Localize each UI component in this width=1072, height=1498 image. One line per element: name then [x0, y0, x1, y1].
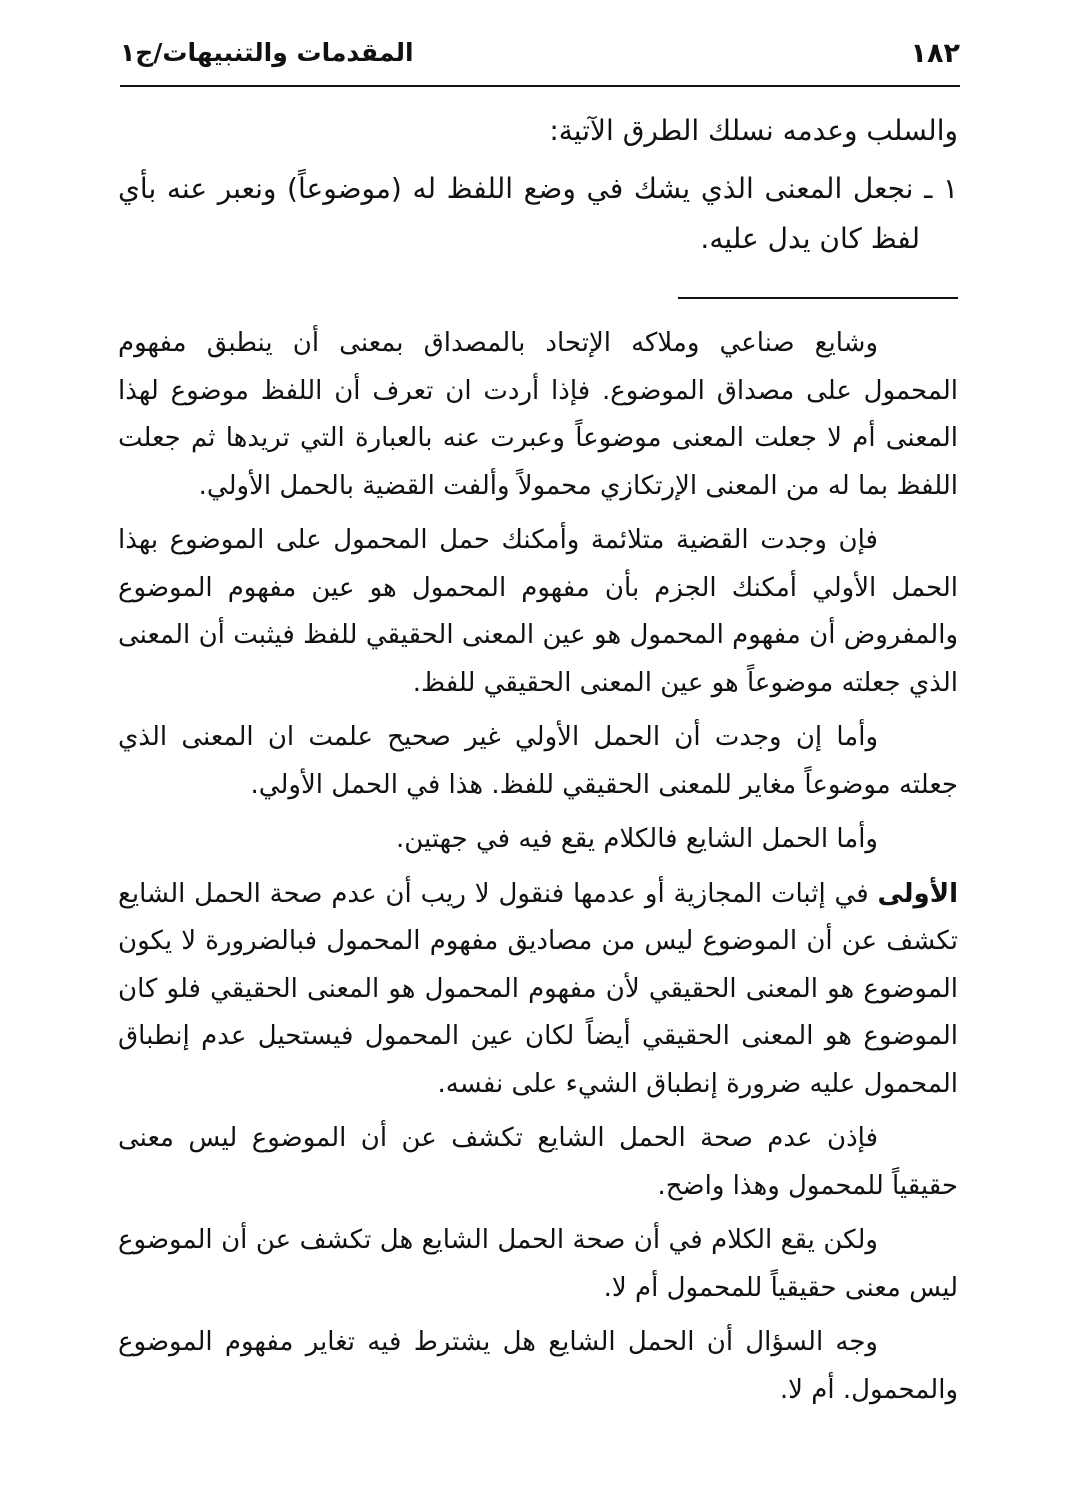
footnote-paragraph-6: فإذن عدم صحة الحمل الشايع تكشف عن أن الموضوع ليس معنى حقيقياً للمحمول وهذا واضح.: [118, 1123, 958, 1201]
page-number: ١٨٢: [910, 38, 960, 69]
main-text: [118, 106, 958, 272]
list-item-1: ١ ـ نجعل المعنى الذي يشك في وضع اللفظ له (موضوعاً) ونعبر عنه بأي لفظ كان يدل عليه.: [118, 172, 958, 255]
paragraph-body: في إثبات المجازية أو عدمها فنقول لا ريب أن عدم صحة الحمل الشايع تكشف عن أن الموضوع ليس من مصاديق مفهوم المحمول فبالضرورة لا يكون الموضوع هو المعنى الحقيقي لأن مفهوم المحمول هو المعنى الحقيقي فلو كان الموضوع هو المعنى الحقيقي أيضاً لكان عين المحمول فيستحيل عدم إنطباق المحمول عليه ضرورة إنطباق الشيء على نفسه.: [118, 878, 958, 1099]
footnote-paragraph-1: وشايع صناعي وملاكه الإتحاد بالمصداق بمعنى أن ينطبق مفهوم المحمول على مصداق الموضوع. فإذا أردت ان تعرف أن اللفظ موضوع لهذا المعنى أم لا جعلت المعنى موضوعاً وعبرت عنه بالعبارة التي تريدها ثم جعلت اللفظ بما له من المعنى الإرتكازي محمولاً وألفت القضية بالحمل الأولي.: [118, 328, 958, 501]
footnote-paragraph-5: [118, 871, 958, 1109]
footnote-divider: [678, 297, 958, 299]
footnote-paragraph-7: ولكن يقع الكلام في أن صحة الحمل الشايع هل تكشف عن أن الموضوع ليس معنى حقيقياً للمحمول أم لا.: [118, 1225, 958, 1303]
footnote-paragraph-8: وجه السؤال أن الحمل الشايع هل يشترط فيه تغاير مفهوم الموضوع والمحمول. أم لا.: [118, 1327, 958, 1405]
footnote-block: [118, 320, 958, 1421]
running-title: المقدمات والتنبيهات/ج١: [120, 38, 414, 67]
paragraph-lead-word: الأولى: [877, 878, 958, 909]
footnote-paragraph-4: وأما الحمل الشايع فالكلام يقع فيه في جهتين.: [395, 824, 878, 854]
footnote-paragraph-3: وأما إن وجدت أن الحمل الأولي غير صحيح علمت ان المعنى الذي جعلته موضوعاً مغاير للمعنى الحقيقي للفظ. هذا في الحمل الأولي.: [118, 722, 958, 800]
footnote-paragraph-2: فإن وجدت القضية متلائمة وأمكنك حمل المحمول على الموضوع بهذا الحمل الأولي أمكنك الجزم بأن مفهوم المحمول هو عين مفهوم الموضوع والمفروض أن مفهوم المحمول هو عين المعنى الحقيقي للفظ فيثبت أن المعنى الذي جعلته موضوعاً هو عين المعنى الحقيقي للفظ.: [118, 525, 958, 698]
header-divider: [120, 85, 960, 87]
page-header: [120, 36, 960, 86]
intro-paragraph: والسلب وعدمه نسلك الطرق الآتية:: [549, 114, 958, 147]
